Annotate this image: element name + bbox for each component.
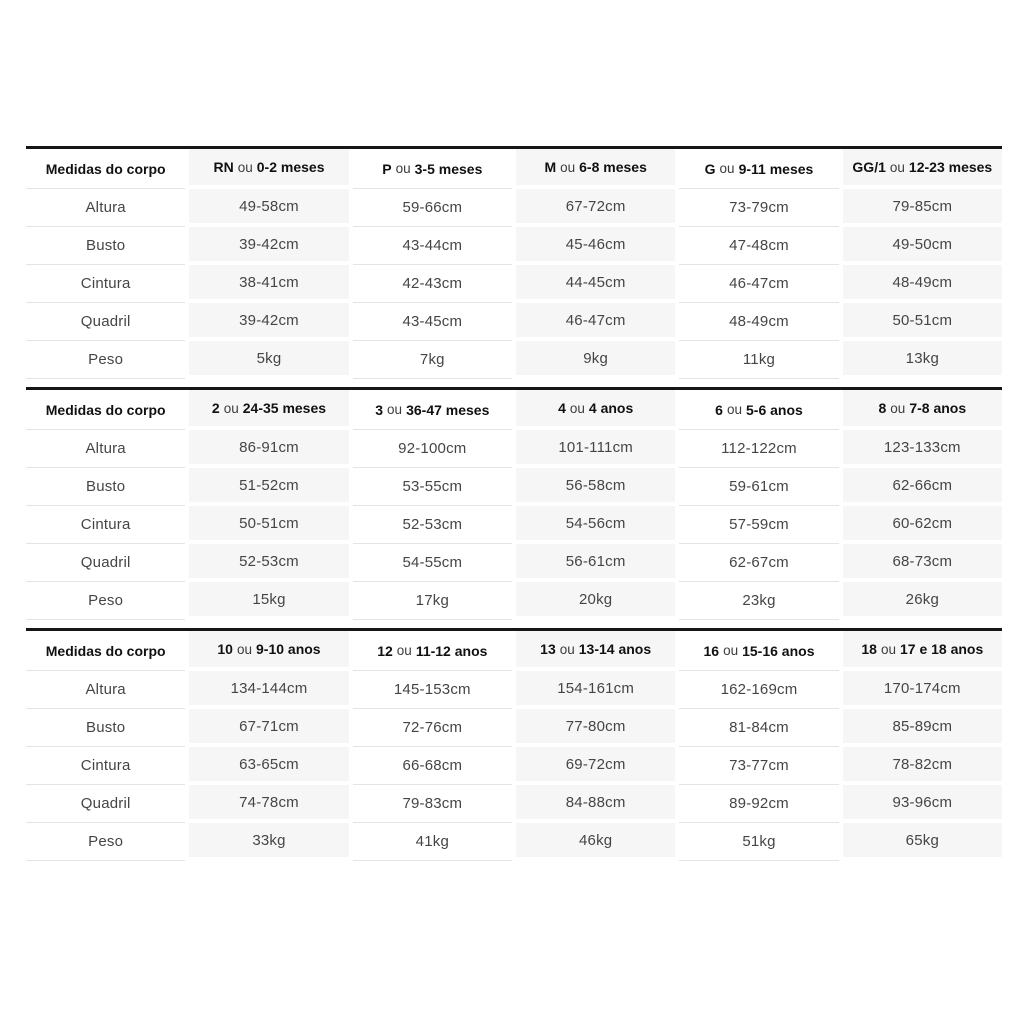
size-header-cell bbox=[843, 390, 1002, 430]
size-column bbox=[679, 390, 838, 620]
size-value-cell: 48-49cm bbox=[843, 265, 1002, 303]
size-code: 12 bbox=[377, 642, 393, 659]
size-value-cell: 162-169cm bbox=[679, 671, 838, 709]
size-value-cell: 79-83cm bbox=[353, 785, 512, 823]
size-header-cell bbox=[679, 149, 838, 189]
size-code: 18 bbox=[861, 641, 877, 657]
measure-label: Cintura bbox=[26, 747, 185, 785]
size-value-cell: 81-84cm bbox=[679, 709, 838, 747]
size-header-cell bbox=[516, 149, 675, 189]
size-value-cell: 78-82cm bbox=[843, 747, 1002, 785]
size-value-cell: 43-44cm bbox=[353, 227, 512, 265]
size-conjunction: ou bbox=[890, 400, 906, 416]
size-value-cell: 49-58cm bbox=[189, 189, 348, 227]
size-value-cell: 84-88cm bbox=[516, 785, 675, 823]
size-value-cell: 123-133cm bbox=[843, 430, 1002, 468]
size-range: 11-12 anos bbox=[415, 642, 488, 659]
size-value-cell: 72-76cm bbox=[353, 709, 512, 747]
size-range: 4 anos bbox=[588, 400, 634, 416]
size-value-cell: 5kg bbox=[189, 341, 348, 379]
measure-label: Peso bbox=[26, 823, 185, 861]
size-value-cell: 73-77cm bbox=[679, 747, 838, 785]
measure-label: Peso bbox=[26, 582, 185, 620]
size-header-cell bbox=[353, 149, 512, 189]
size-value-cell: 38-41cm bbox=[189, 265, 348, 303]
size-code: P bbox=[382, 160, 392, 177]
size-value-cell: 41kg bbox=[353, 823, 512, 861]
size-table bbox=[26, 628, 1002, 861]
size-range: 9-11 meses bbox=[738, 160, 814, 177]
size-value-cell: 46-47cm bbox=[679, 265, 838, 303]
size-header-cell bbox=[189, 631, 348, 671]
size-value-cell: 145-153cm bbox=[353, 671, 512, 709]
size-column bbox=[353, 390, 512, 620]
size-value-cell: 93-96cm bbox=[843, 785, 1002, 823]
size-value-cell: 68-73cm bbox=[843, 544, 1002, 582]
size-value-cell: 52-53cm bbox=[189, 544, 348, 582]
size-table bbox=[26, 387, 1002, 620]
measure-label: Cintura bbox=[26, 506, 185, 544]
size-header-cell bbox=[516, 390, 675, 430]
size-value-cell: 49-50cm bbox=[843, 227, 1002, 265]
size-conjunction: ou bbox=[560, 159, 576, 175]
size-range: 9-10 anos bbox=[256, 641, 321, 657]
size-header-cell bbox=[679, 390, 838, 430]
size-column bbox=[843, 149, 1002, 379]
size-value-cell: 154-161cm bbox=[516, 671, 675, 709]
size-value-cell: 9kg bbox=[516, 341, 675, 379]
size-value-cell: 170-174cm bbox=[843, 671, 1002, 709]
size-code: 2 bbox=[211, 400, 220, 416]
size-column bbox=[189, 631, 348, 861]
size-value-cell: 39-42cm bbox=[189, 303, 348, 341]
size-column bbox=[679, 149, 838, 379]
size-value-cell: 17kg bbox=[353, 582, 512, 620]
size-conjunction: ou bbox=[726, 402, 742, 417]
size-value-cell: 134-144cm bbox=[189, 671, 348, 709]
size-value-cell: 44-45cm bbox=[516, 265, 675, 303]
size-value-cell: 43-45cm bbox=[353, 303, 512, 341]
measure-label: Cintura bbox=[26, 265, 185, 303]
size-value-cell: 79-85cm bbox=[843, 189, 1002, 227]
size-value-cell: 45-46cm bbox=[516, 227, 675, 265]
size-conjunction: ou bbox=[559, 641, 575, 657]
measure-label: Altura bbox=[26, 430, 185, 468]
size-range: 36-47 meses bbox=[406, 401, 490, 418]
size-value-cell: 7kg bbox=[353, 341, 512, 379]
size-value-cell: 65kg bbox=[843, 823, 1002, 861]
size-value-cell: 51kg bbox=[679, 823, 838, 861]
size-column bbox=[843, 631, 1002, 861]
size-value-cell: 66-68cm bbox=[353, 747, 512, 785]
size-code: 8 bbox=[878, 400, 887, 416]
size-conjunction: ou bbox=[889, 159, 905, 175]
size-value-cell: 77-80cm bbox=[516, 709, 675, 747]
corner-header-cell: Medidas do corpo bbox=[26, 390, 185, 430]
size-header-cell bbox=[679, 631, 838, 671]
size-conjunction: ou bbox=[387, 402, 403, 417]
size-code: 4 bbox=[558, 400, 566, 416]
size-column bbox=[353, 149, 512, 379]
size-value-cell: 57-59cm bbox=[679, 506, 838, 544]
measure-label: Altura bbox=[26, 189, 185, 227]
size-conjunction: ou bbox=[237, 159, 253, 175]
corner-header-cell: Medidas do corpo bbox=[26, 149, 185, 189]
size-code: 13 bbox=[540, 641, 556, 657]
size-range: 0-2 meses bbox=[256, 159, 325, 175]
size-column bbox=[516, 149, 675, 379]
size-range: 24-35 meses bbox=[242, 400, 327, 416]
size-value-cell: 67-71cm bbox=[189, 709, 348, 747]
size-value-cell: 39-42cm bbox=[189, 227, 348, 265]
size-value-cell: 73-79cm bbox=[679, 189, 838, 227]
size-conjunction: ou bbox=[236, 641, 252, 657]
measure-label: Quadril bbox=[26, 544, 185, 582]
size-value-cell: 42-43cm bbox=[353, 265, 512, 303]
size-value-cell: 89-92cm bbox=[679, 785, 838, 823]
measures-column bbox=[26, 631, 185, 861]
measure-label: Peso bbox=[26, 341, 185, 379]
size-value-cell: 53-55cm bbox=[353, 468, 512, 506]
size-column bbox=[679, 631, 838, 861]
size-range: 5-6 anos bbox=[746, 401, 803, 418]
measure-label: Busto bbox=[26, 468, 185, 506]
size-value-cell: 74-78cm bbox=[189, 785, 348, 823]
size-header-cell bbox=[353, 631, 512, 671]
measure-label: Altura bbox=[26, 671, 185, 709]
measures-column bbox=[26, 390, 185, 620]
size-value-cell: 48-49cm bbox=[679, 303, 838, 341]
size-header-cell bbox=[843, 149, 1002, 189]
size-value-cell: 92-100cm bbox=[353, 430, 512, 468]
corner-header-cell: Medidas do corpo bbox=[26, 631, 185, 671]
size-value-cell: 46-47cm bbox=[516, 303, 675, 341]
size-code: G bbox=[704, 160, 716, 177]
size-range: 13-14 anos bbox=[578, 641, 652, 657]
size-range: 12-23 meses bbox=[908, 159, 993, 175]
size-value-cell: 62-66cm bbox=[843, 468, 1002, 506]
size-value-cell: 50-51cm bbox=[189, 506, 348, 544]
size-range: 17 e 18 anos bbox=[899, 641, 984, 657]
size-value-cell: 62-67cm bbox=[679, 544, 838, 582]
size-value-cell: 86-91cm bbox=[189, 430, 348, 468]
size-value-cell: 56-58cm bbox=[516, 468, 675, 506]
size-column bbox=[843, 390, 1002, 620]
size-value-cell: 56-61cm bbox=[516, 544, 675, 582]
size-code: GG/1 bbox=[852, 159, 886, 175]
size-code: 3 bbox=[375, 401, 384, 418]
size-value-cell: 23kg bbox=[679, 582, 838, 620]
size-value-cell: 46kg bbox=[516, 823, 675, 861]
measures-column bbox=[26, 149, 185, 379]
size-value-cell: 54-56cm bbox=[516, 506, 675, 544]
size-conjunction: ou bbox=[396, 643, 412, 658]
size-value-cell: 59-66cm bbox=[353, 189, 512, 227]
size-value-cell: 20kg bbox=[516, 582, 675, 620]
size-value-cell: 101-111cm bbox=[516, 430, 675, 468]
size-value-cell: 85-89cm bbox=[843, 709, 1002, 747]
size-range: 15-16 anos bbox=[742, 642, 815, 659]
size-value-cell: 54-55cm bbox=[353, 544, 512, 582]
size-value-cell: 63-65cm bbox=[189, 747, 348, 785]
size-code: 10 bbox=[217, 641, 233, 657]
size-column bbox=[353, 631, 512, 861]
size-table bbox=[26, 146, 1002, 379]
size-column bbox=[516, 631, 675, 861]
size-value-cell: 15kg bbox=[189, 582, 348, 620]
size-conjunction: ou bbox=[880, 641, 896, 657]
size-value-cell: 50-51cm bbox=[843, 303, 1002, 341]
size-conjunction: ou bbox=[395, 161, 411, 176]
measure-label: Busto bbox=[26, 227, 185, 265]
size-column bbox=[189, 149, 348, 379]
size-column bbox=[189, 390, 348, 620]
size-value-cell: 26kg bbox=[843, 582, 1002, 620]
size-code: 16 bbox=[703, 642, 720, 659]
size-code: RN bbox=[213, 159, 234, 175]
size-value-cell: 33kg bbox=[189, 823, 348, 861]
size-range: 7-8 anos bbox=[909, 400, 967, 416]
size-code: M bbox=[544, 159, 557, 175]
measure-label: Quadril bbox=[26, 785, 185, 823]
size-conjunction: ou bbox=[723, 643, 739, 658]
size-header-cell bbox=[516, 631, 675, 671]
size-value-cell: 69-72cm bbox=[516, 747, 675, 785]
size-conjunction: ou bbox=[719, 161, 735, 176]
size-value-cell: 11kg bbox=[679, 341, 838, 379]
size-column bbox=[516, 390, 675, 620]
size-value-cell: 47-48cm bbox=[679, 227, 838, 265]
measure-label: Quadril bbox=[26, 303, 185, 341]
size-value-cell: 67-72cm bbox=[516, 189, 675, 227]
size-range: 6-8 meses bbox=[579, 159, 647, 175]
size-value-cell: 60-62cm bbox=[843, 506, 1002, 544]
size-conjunction: ou bbox=[223, 400, 239, 416]
measure-label: Busto bbox=[26, 709, 185, 747]
size-value-cell: 51-52cm bbox=[189, 468, 348, 506]
size-code: 6 bbox=[715, 401, 723, 418]
size-value-cell: 112-122cm bbox=[679, 430, 838, 468]
size-value-cell: 13kg bbox=[843, 341, 1002, 379]
size-header-cell bbox=[189, 149, 348, 189]
size-conjunction: ou bbox=[569, 400, 585, 416]
size-header-cell bbox=[353, 390, 512, 430]
size-value-cell: 59-61cm bbox=[679, 468, 838, 506]
size-header-cell bbox=[189, 390, 348, 430]
size-value-cell: 52-53cm bbox=[353, 506, 512, 544]
size-charts bbox=[26, 146, 1002, 861]
size-header-cell bbox=[843, 631, 1002, 671]
size-range: 3-5 meses bbox=[414, 160, 483, 177]
